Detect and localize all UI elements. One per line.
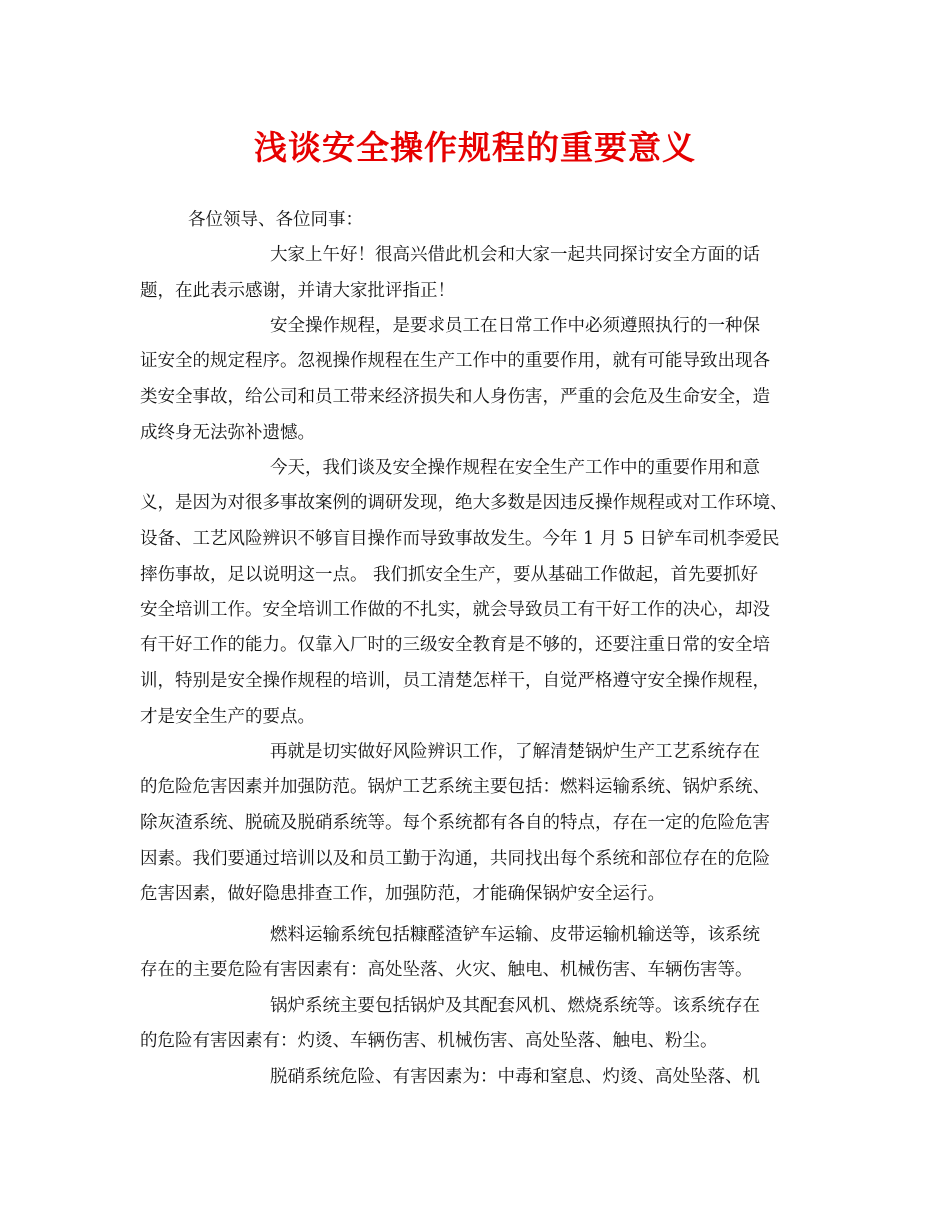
body-line: 证安全的规定程序。忽视操作规程在生产工作中的重要作用，就有可能导致出现各 (140, 351, 770, 371)
body-line: 题，在此表示感谢，并请大家批评指正！ (140, 281, 455, 301)
body-line: 的危险有害因素有：灼烫、车辆伤害、机械伤害、高处坠落、触电、粉尘。 (140, 1031, 718, 1051)
document-title: 浅谈安全操作规程的重要意义 (254, 128, 696, 167)
body-line: 大家上午好！很高兴借此机会和大家一起共同探讨安全方面的话 (270, 245, 760, 265)
body-line: 设备、工艺风险辨识不够盲目操作而导致事故发生。今年 1 月 5 日铲车司机李爱民 (140, 529, 780, 549)
body-line: 安全操作规程，是要求员工在日常工作中必须遵照执行的一种保 (270, 316, 760, 336)
body-line: 锅炉系统主要包括锅炉及其配套风机、燃烧系统等。该系统存在 (270, 996, 760, 1016)
body-line: 除灰渣系统、脱硫及脱硝系统等。每个系统都有各自的特点，存在一定的危险危害 (140, 813, 770, 833)
body-line: 因素。我们要通过培训以及和员工勤于沟通，共同找出每个系统和部位存在的危险 (140, 849, 770, 869)
body-line: 今天，我们谈及安全操作规程在安全生产工作中的重要作用和意 (270, 458, 760, 478)
body-line: 摔伤事故，足以说明这一点。 我们抓安全生产，要从基础工作做起，首先要抓好 (140, 565, 759, 585)
body-line: 危害因素，做好隐患排查工作，加强防范，才能确保锅炉安全运行。 (140, 884, 665, 904)
greeting: 各位领导、各位同事： (188, 210, 363, 230)
body-line: 存在的主要危险有害因素有：高处坠落、火灾、触电、机械伤害、车辆伤害等。 (140, 960, 753, 980)
body-line: 再就是切实做好风险辨识工作，了解清楚锅炉生产工艺系统存在 (270, 742, 760, 762)
body-line: 才是安全生产的要点。 (140, 707, 315, 727)
body-line: 燃料运输系统包括糠醛渣铲车运输、皮带运输机输送等，该系统 (270, 925, 760, 945)
body-line: 脱硝系统危险、有害因素为：中毒和窒息、灼烫、高处坠落、机 (270, 1067, 760, 1087)
body-line: 类安全事故，给公司和员工带来经济损失和人身伤害，严重的会危及生命安全，造 (140, 387, 770, 407)
body-line: 有干好工作的能力。仅靠入厂时的三级安全教育是不够的，还要注重日常的安全培 (140, 635, 770, 655)
body-line: 成终身无法弥补遗憾。 (140, 423, 315, 443)
body-line: 义，是因为对很多事故案例的调研发现，绝大多数是因违反操作规程或对工作环境、 (140, 493, 788, 513)
body-line: 训，特别是安全操作规程的培训，员工清楚怎样干，自觉严格遵守安全操作规程， (140, 671, 770, 691)
body-line: 的危险危害因素并加强防范。锅炉工艺系统主要包括：燃料运输系统、锅炉系统、 (140, 777, 770, 797)
body-line: 安全培训工作。安全培训工作做的不扎实，就会导致员工有干好工作的决心，却没 (140, 600, 770, 620)
